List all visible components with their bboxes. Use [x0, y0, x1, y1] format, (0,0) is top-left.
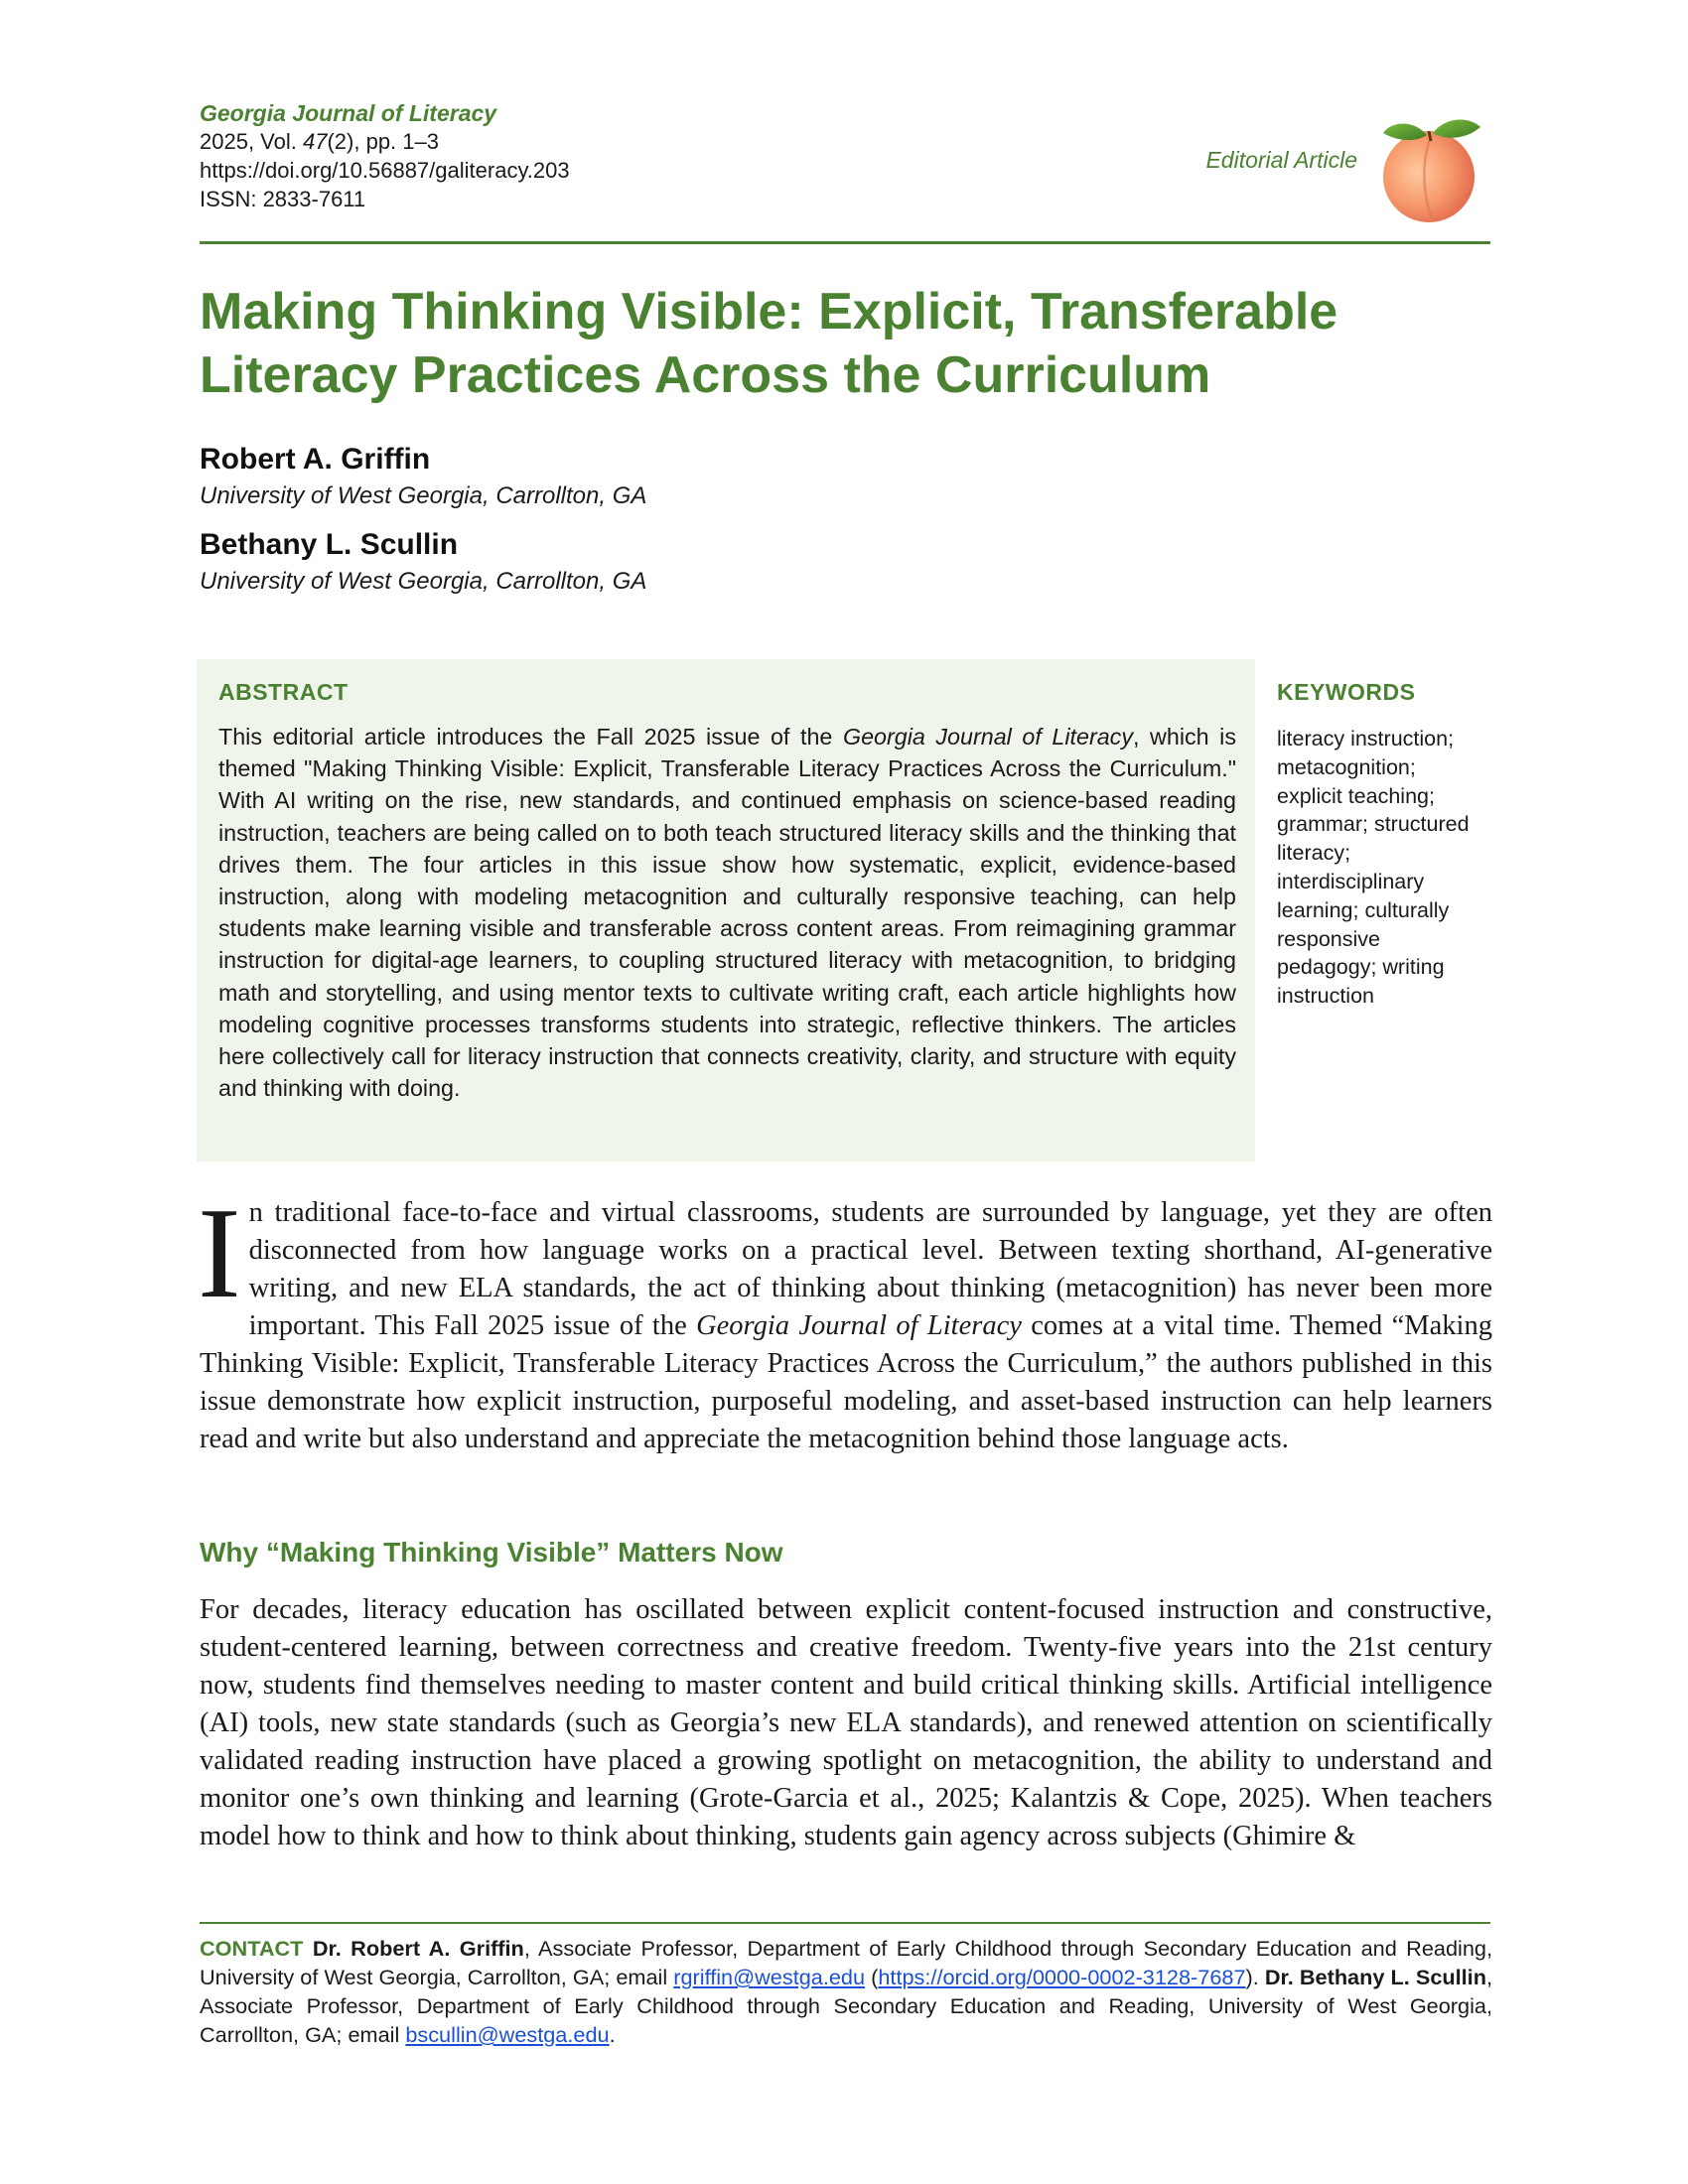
contact-label: CONTACT	[200, 1936, 304, 1961]
intro-paragraph: In traditional face-to-face and virtual classrooms, students are surrounded by language, yet they are often disconnected from how language works on a practical level. Between texting shorthand, AI-generative writing, and new ELA standards, the act of thinking about thinking (metacognition) has never been more important. This Fall 2025 issue of the Georgia Journal of Literacy comes at a vital time. Themed “Making Thinking Visible: Explicit, Transferable Literacy Practices Across the Curriculum,” the authors published in this issue demonstrate how explicit instruction, purposeful modeling, and asset-based instruction can help learners read and write but also understand and appreciate the metacognition behind those language acts.	[198, 1181, 1492, 1454]
keywords-heading: KEYWORDS	[1277, 679, 1416, 705]
section-paragraph: For decades, literacy education has oscillated between explicit content-focused instruction and constructive, student-centered learning, between correctness and creative freedom. Twenty-five years into the 21st century now, students find themselves needing to master content and build critical thinking skills. Artificial intelligence (AI) tools, new state standards (such as Georgia’s new ELA standards), and renewed attention on scientifically validated reading instruction have placed a growing spotlight on metacognition, the ability to understand and monitor one’s own thinking and learning (Grote-Garcia et al., 2025; Kalantzis & Cope, 2025). When teachers model how to think and how to think about thinking, students gain agency across subjects (Ghimire &	[200, 1594, 1492, 1851]
author-affiliation-2: University of West Georgia, Carrollton, GA	[200, 568, 647, 595]
abstract-heading: ABSTRACT	[218, 679, 349, 705]
author-affiliation-1: University of West Georgia, Carrollton, GA	[200, 482, 647, 509]
header-divider	[200, 241, 1490, 244]
orcid-link-1[interactable]: https://orcid.org/0000-0002-3128-7687	[878, 1965, 1246, 1989]
article-title: Making Thinking Visible: Explicit, Transferable Literacy Practices Across the Curriculum	[200, 283, 1338, 404]
journal-header	[200, 99, 1490, 228]
peach-icon	[1371, 107, 1490, 226]
author-name-2: Bethany L. Scullin	[200, 528, 459, 561]
email-link-2[interactable]: bscullin@westga.edu	[405, 2022, 610, 2047]
journal-name: Georgia Journal of Literacy	[200, 100, 497, 126]
section-heading: Why “Making Thinking Visible” Matters Now	[200, 1537, 783, 1568]
keywords-list: literacy instruction; metacognition; explicit teaching; grammar; structured literacy; interdisciplinary learning; culturally responsive pedagogy; writing instruction	[1277, 727, 1470, 1009]
footer-divider	[200, 1922, 1490, 1924]
email-link-1[interactable]: rgriffin@westga.edu	[673, 1965, 866, 1989]
abstract-text: This editorial article introduces the Fall 2025 issue of the Georgia Journal of Literacy, which is themed "Making Thinking Visible: Explicit, Transferable Literacy Practices Across the Curriculum." With AI writing on the rise, new standards, and continued emphasis on science-based reading instruction, teachers are being called on to both teach structured literacy skills and the thinking that drives them. The four articles in this issue show how systematic, explicit, evidence-based instruction, along with modeling metacognition and culturally responsive teaching, can help students make learning visible and transferable across content areas. From reimagining grammar instruction for digital-age learners, to coupling structured literacy with metacognition, to bridging math and storytelling, and using mentor texts to cultivate writing craft, each article highlights how modeling cognitive processes transforms students into strategic, reflective thinkers. The articles here collectively call for literacy instruction that connects creativity, clarity, and structure with equity and thinking with doing.	[218, 724, 1236, 1102]
volume-number: 47	[302, 129, 328, 154]
drop-cap: I	[198, 1181, 241, 1325]
article-type-label: Editorial Article	[1205, 147, 1357, 173]
volume-line: 2025, Vol. 47(2), pp. 1–3	[200, 129, 439, 154]
issn: ISSN: 2833-7611	[200, 187, 366, 211]
contact-footnote: CONTACT Dr. Robert A. Griffin, Associate Professor, Department of Early Childhood through Secondary Education and Reading, University of West Georgia, Carrollton, GA; email rgriffin@westga.edu (https://orcid.org/0000-0002-3128-7687). Dr. Bethany L. Scullin, Associate Professor, Department of Early Childhood through Secondary Education and Reading, University of West Georgia, Carrollton, GA; email bscullin@westga.edu.	[200, 1936, 1492, 2047]
doi-link[interactable]: https://doi.org/10.56887/galiteracy.203	[200, 158, 570, 183]
author-name-1: Robert A. Griffin	[200, 443, 431, 476]
